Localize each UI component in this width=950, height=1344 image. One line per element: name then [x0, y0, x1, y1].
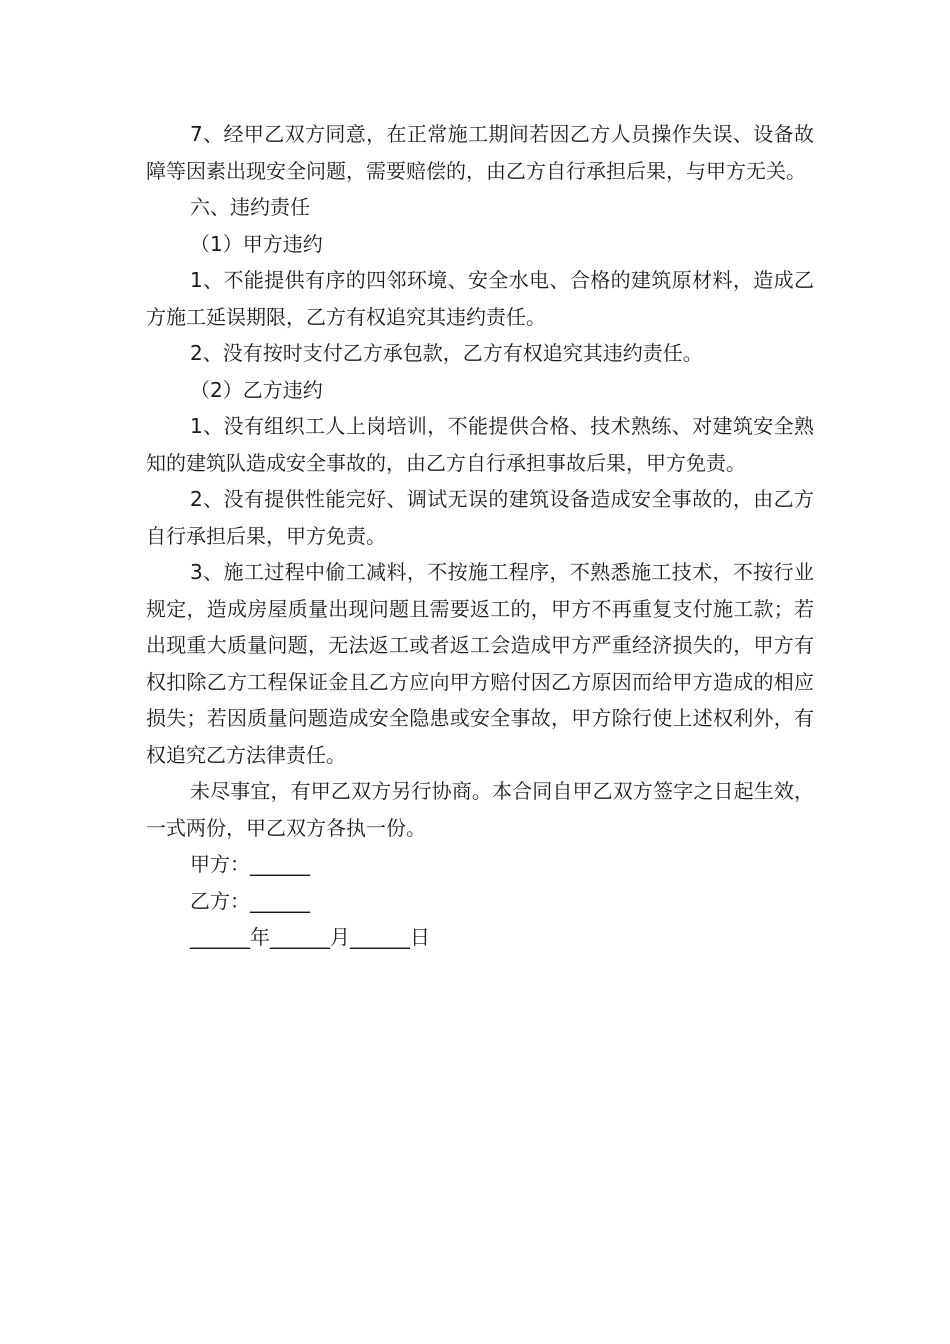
party-b-breach-item-1: 1、没有组织工人上岗培训，不能提供合格、技术熟练、对建筑安全熟知的建筑队造成安全事故的，由乙方自行承担事故后果，甲方免责。: [146, 414, 814, 475]
date-line: ______年______月______日: [190, 925, 430, 949]
closing-clause: 未尽事宜，有甲乙双方另行协商。本合同自甲乙双方签字之日起生效，一式两份，甲乙双方各执一份。: [146, 779, 814, 840]
party-a-breach-item-2: 2、没有按时支付乙方承包款，乙方有权追究其违约责任。: [190, 341, 703, 365]
contract-body: [146, 116, 814, 956]
party-a-signature-line: 甲方：______: [190, 852, 310, 876]
party-b-breach-item-2: 2、没有提供性能完好、调试无误的建筑设备造成安全事故的，由乙方自行承担后果，甲方免责。: [146, 487, 814, 548]
clause-7-paragraph: 7、经甲乙双方同意，在正常施工期间若因乙方人员操作失误、设备故障等因素出现安全问题，需要赔偿的，由乙方自行承担后果，与甲方无关。: [146, 122, 814, 183]
subsection-heading-party-a-breach: （1）甲方违约: [190, 231, 323, 256]
party-b-signature-line: 乙方：______: [190, 888, 310, 913]
section-heading-breach-liability: 六、违约责任: [190, 195, 310, 219]
party-a-breach-item-1: 1、不能提供有序的四邻环境、安全水电、合格的建筑原材料，造成乙方施工延误期限，乙方有权追究其违约责任。: [146, 268, 814, 329]
subsection-heading-party-b-breach: （2）乙方违约: [190, 377, 323, 402]
party-b-breach-item-3: 3、施工过程中偷工减料，不按施工程序，不熟悉施工技术，不按行业规定，造成房屋质量出现问题且需要返工的，甲方不再重复支付施工款；若出现重大质量问题，无法返工或者返工会造成甲方严重经济损失的，甲方有权扣除乙方工程保证金且乙方应向甲方赔付因乙方原因而给甲方造成的相应损失；若因质量问题造成安全隐患或安全事故，甲方除行使上述权利外，有权追究乙方法律责任。: [146, 560, 814, 767]
